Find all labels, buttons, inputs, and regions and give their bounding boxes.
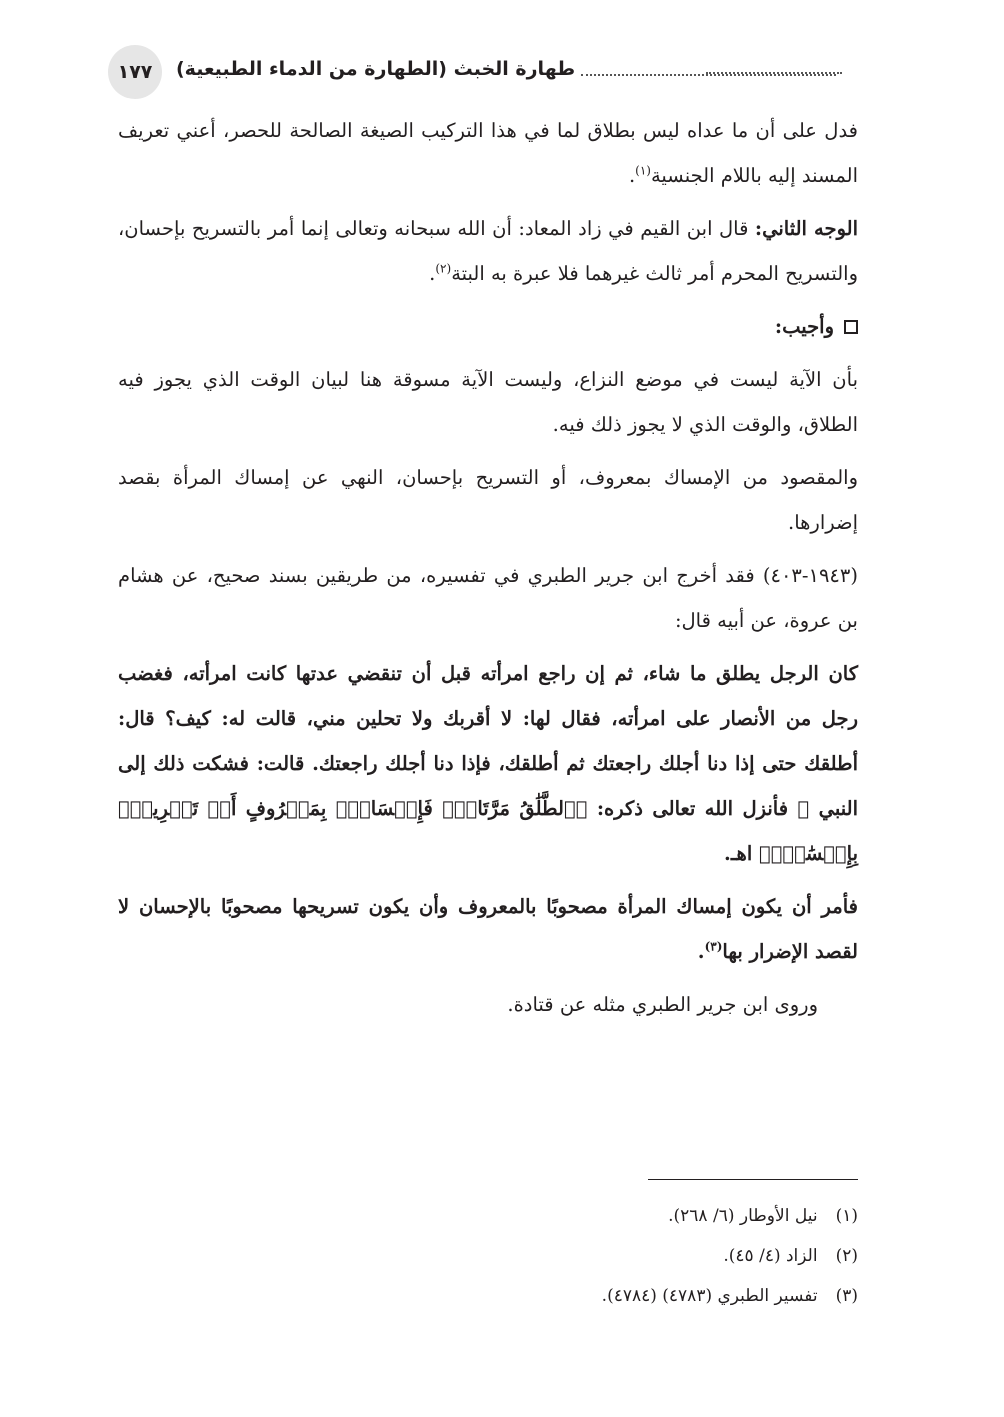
footnote-2-number: (٢) [835,1246,858,1266]
answer-heading: وأجيب: [774,315,834,338]
footnote-1-number: (١) [835,1206,858,1226]
paragraph-2 [118,206,858,296]
running-header [176,52,842,86]
footnote-3 [400,1276,858,1316]
main-text [118,108,858,1035]
hadith-text: كان الرجل يطلق ما شاء، ثم إن راجع امرأته قبل أن تنقضي عدتها كانت امرأته، فغضب رجل من الأنصار على امرأته، فقال لها: لا أقربك ولا تحلين مني، قالت له: كيف؟ قال: أطلقك حتى إذا دنا أجلك راجعتك ثم أطلقك، فإذا دنا أجلك راجعتك. قالت: فشكت ذلك إلى النبي ﷺ فأنزل الله تعالى ذكره: ﴿ٱلطَّلَٰقُ مَرَّتَانِۖ فَإِمۡسَاكُۢ بِمَعۡرُوفٍ أَوۡ تَسۡرِيحُۢ بِإِحۡسَٰنٖۗ﴾ اهـ. [118,662,858,865]
footnote-divider [648,1179,858,1180]
footnote-ref-1: (١) [635,163,651,178]
footnote-ref-3: (٣) [704,939,723,954]
footnotes [400,1196,858,1316]
header-dotted-leader-right [706,72,842,74]
paragraph-1 [118,108,858,198]
answer-heading-row [118,304,858,349]
square-bullet-icon [844,320,858,334]
footnote-3-text: تفسير الطبري (٤٧٨٣) (٤٧٨٤). [601,1286,818,1306]
running-title: طهارة الخبث (الطهارة من الدماء الطبيعية) [176,58,576,80]
page-number [108,45,162,99]
header-dotted-leader [581,74,836,76]
paragraph-7-end: . [697,940,705,963]
footnote-3-number: (٣) [835,1286,858,1306]
paragraph-1-end: . [628,164,636,187]
paragraph-3: بأن الآية ليست في موضع النزاع، وليست الآية مسوقة هنا لبيان الوقت الذي يجوز فيه الطلاق، والوقت الذي لا يجوز ذلك فيه. [118,368,858,436]
paragraph-5: (١٩٤٣-٤٠٣) فقد أخرج ابن جرير الطبري في تفسيره، من طريقين بسند صحيح، عن هشام بن عروة، عن أبيه قال: [118,564,858,632]
paragraph-7 [118,884,858,974]
page-number-text: ١٧٧ [117,61,153,83]
paragraph-8: وروى ابن جرير الطبري مثله عن قتادة. [507,993,818,1016]
paragraph-2-label: الوجه الثاني: [754,217,858,240]
footnote-2 [400,1236,858,1276]
footnote-1-text: نيل الأوطار (٦/ ٢٦٨). [668,1206,818,1226]
paragraph-1-text: فدل على أن ما عداه ليس بطلاق لما في هذا التركيب الصيغة الصالحة للحصر، أعني تعريف المسند إليه باللام الجنسية [118,119,858,187]
paragraph-2-text: قال ابن القيم في زاد المعاد: أن الله سبحانه وتعالى إنما أمر بالتسريح بإحسان، والتسريح المحرم أمر ثالث غيرهما فلا عبرة به البتة [118,217,858,285]
paragraph-7-text: فأمر أن يكون إمساك المرأة مصحوبًا بالمعروف وأن يكون تسريحها مصحوبًا بالإحسان لا لقصد الإضرار بها [118,895,858,963]
paragraph-4: والمقصود من الإمساك بمعروف، أو التسريح بإحسان، النهي عن إمساك المرأة بقصد إضرارها. [118,466,858,534]
footnote-ref-2: (٢) [435,261,452,276]
paragraph-2-end: . [429,262,436,285]
footnote-2-text: الزاد (٤/ ٤٥). [723,1246,818,1266]
footnote-1 [400,1196,858,1236]
